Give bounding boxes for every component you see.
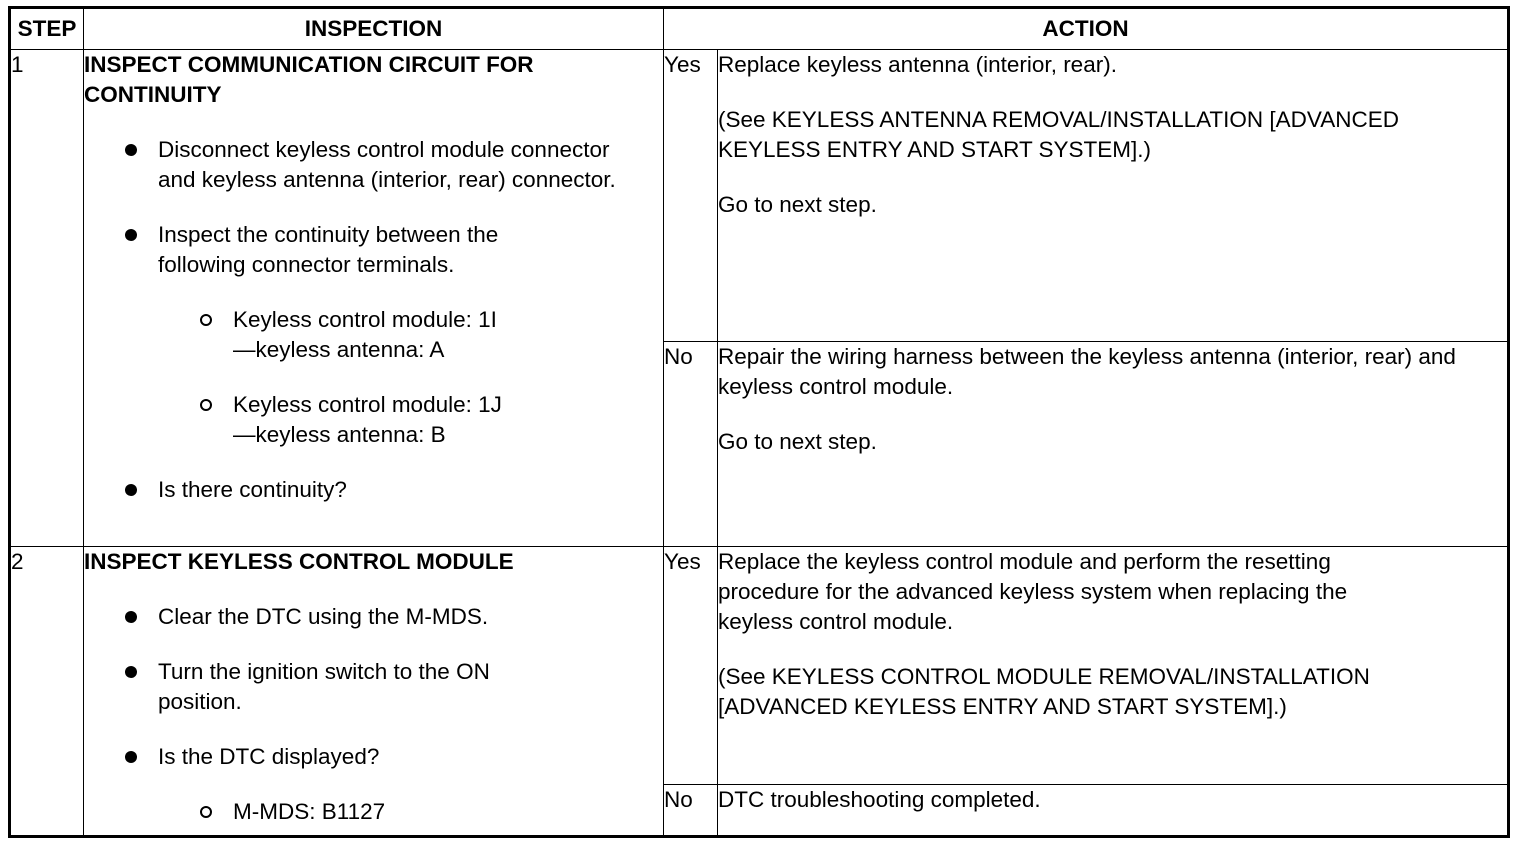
inspection-column-header: INSPECTION <box>84 8 664 50</box>
step-2-yes-label: Yes <box>664 547 718 785</box>
step-2-bullet-3: Is the DTC displayed? <box>158 742 663 772</box>
circle-bullet-icon <box>200 399 212 411</box>
step-2-no-action: DTC troubleshooting completed. <box>718 785 1509 837</box>
step-1-inspection <box>84 50 664 547</box>
action-column-header: ACTION <box>664 8 1509 50</box>
circle-bullet-icon <box>200 314 212 326</box>
step-2-title: INSPECT KEYLESS CONTROL MODULE <box>84 549 514 574</box>
step-1-sub-item-2: Keyless control module: 1J—keyless antenna: B <box>233 390 663 450</box>
bullet-dot-icon <box>125 751 137 763</box>
header-row <box>10 8 1509 50</box>
bullet-dot-icon <box>125 144 137 156</box>
step-2-sub-item-1: M-MDS: B1127 <box>233 797 663 827</box>
step-1-sub-item-1: Keyless control module: 1I—keyless antenna: A <box>233 305 663 365</box>
step-2-yes-action: Replace the keyless control module and perform the resetting procedure for the advanced keyless system when replacing the keyless control module. (See KEYLESS CONTROL MODULE REMOVAL/INSTALLATION [ADVANCED KEYLESS ENTRY AND START SYSTEM].) <box>718 547 1509 785</box>
step-1-no-action: Repair the wiring harness between the keyless antenna (interior, rear) and keyless control module. Go to next step. <box>718 342 1509 547</box>
step-1-no-label: No <box>664 342 718 547</box>
step-column-header: STEP <box>10 8 84 50</box>
step-2-inspection <box>84 547 664 837</box>
step-2-bullet-1: Clear the DTC using the M-MDS. <box>158 602 663 632</box>
step-1-yes-row <box>10 50 1509 342</box>
step-2-no-label: No <box>664 785 718 837</box>
bullet-dot-icon <box>125 611 137 623</box>
bullet-dot-icon <box>125 229 137 241</box>
circle-bullet-icon <box>200 806 212 818</box>
step-2-bullet-2: Turn the ignition switch to the ON position. <box>158 657 663 717</box>
bullet-dot-icon <box>125 484 137 496</box>
step-1-question: Is there continuity? <box>158 475 663 505</box>
bullet-dot-icon <box>125 666 137 678</box>
step-1-bullet-2: Inspect the continuity between the following connector terminals. <box>158 220 663 280</box>
step-1-number: 1 <box>10 50 84 547</box>
step-1-yes-action: Replace keyless antenna (interior, rear). (See KEYLESS ANTENNA REMOVAL/INSTALLATION [ADVANCED KEYLESS ENTRY AND START SYSTEM].) Go to next step. <box>718 50 1509 342</box>
troubleshooting-table <box>8 6 1510 838</box>
step-1-yes-label: Yes <box>664 50 718 342</box>
step-1-title: INSPECT COMMUNICATION CIRCUIT FOR CONTINUITY <box>84 52 534 107</box>
step-2-yes-row <box>10 547 1509 785</box>
step-2-number: 2 <box>10 547 84 837</box>
step-1-bullet-1: Disconnect keyless control module connector and keyless antenna (interior, rear) connector. <box>158 135 663 195</box>
